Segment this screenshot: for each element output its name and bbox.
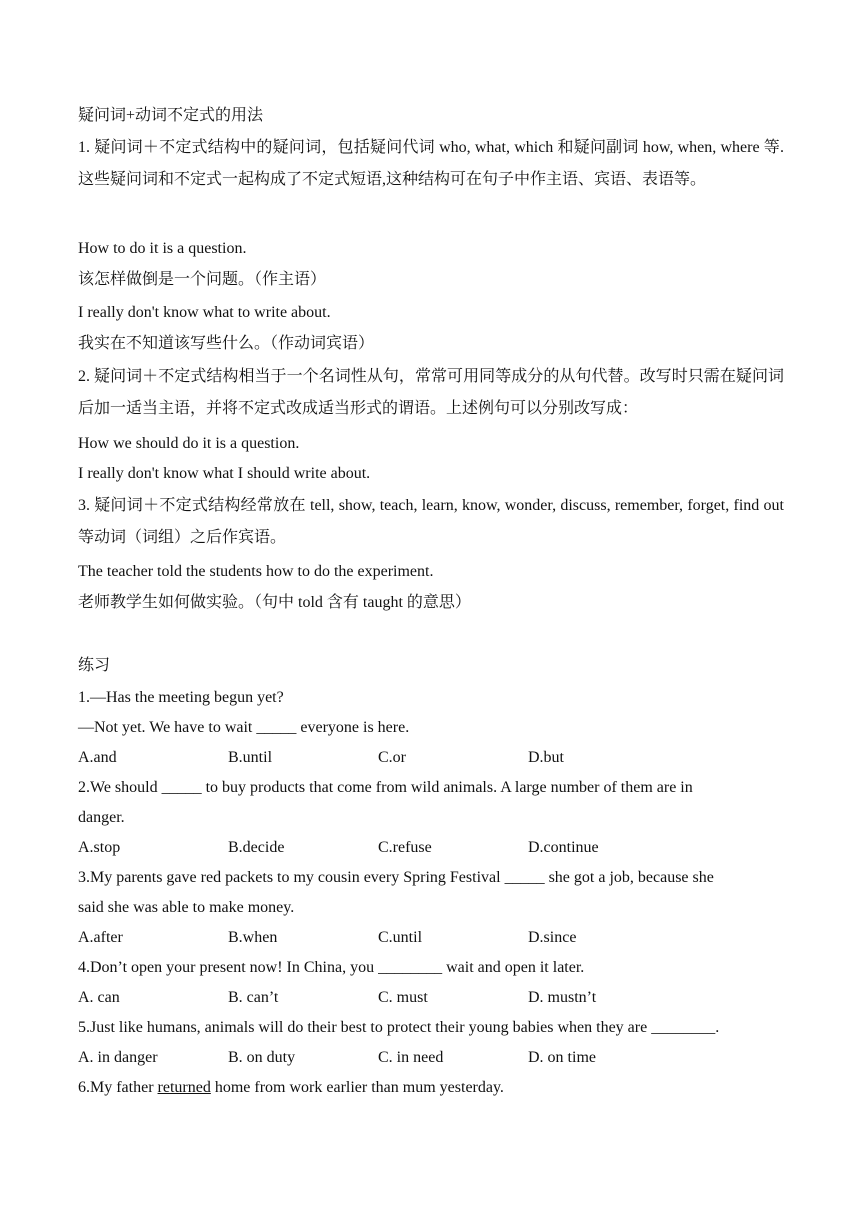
option-d: D.since <box>528 929 577 946</box>
example-3-english: The teacher told the students how to do the experiment. <box>78 563 434 580</box>
option-b: B. can’t <box>228 989 279 1006</box>
option-d: D. mustn’t <box>528 989 597 1006</box>
example-1-english: How to do it is a question. <box>78 240 247 257</box>
example-2-chinese: 我实在不知道该写些什么。（作动词宾语） <box>78 335 375 352</box>
example-3-chinese: 老师教学生如何做实验。（句中 told 含有 taught 的意思） <box>78 594 471 611</box>
option-d: D.but <box>528 749 564 766</box>
section-title: 疑问词+动词不定式的用法 <box>78 107 264 124</box>
example-1-chinese: 该怎样做倒是一个问题。（作主语） <box>78 271 327 288</box>
option-a: A.stop <box>78 839 121 856</box>
option-b: B.when <box>228 929 278 946</box>
question-2-line-1: 2.We should _____ to buy products that come from wild animals. A large number of them are in <box>78 779 693 796</box>
option-a: A. can <box>78 989 120 1006</box>
option-a: A.after <box>78 929 123 946</box>
option-b: B. on duty <box>228 1049 296 1066</box>
option-c: C. must <box>378 989 428 1006</box>
option-a: A. in danger <box>78 1049 158 1066</box>
rewrite-2: I really don't know what I should write about. <box>78 465 371 482</box>
practice-heading: 练习 <box>78 657 111 674</box>
rule-3-paragraph: 3. 疑问词＋不定式结构经常放在 tell, show, teach, learn, know, wonder, discuss, remember, forget, find out 等动词（词组）之后作宾语。 <box>78 497 784 546</box>
option-b: B.until <box>228 749 273 766</box>
question-6-suffix: home from work earlier than mum yesterday. <box>210 1079 504 1096</box>
question-4: 4.Don’t open your present now! In China, you ________ wait and open it later. <box>78 959 585 976</box>
question-1-line-1: 1.—Has the meeting begun yet? <box>78 689 284 706</box>
rule-2-paragraph: 2. 疑问词＋不定式结构相当于一个名词性从句，常常可用同等成分的从句代替。改写时只需在疑问词后加一适当主语，并将不定式改成适当形式的谓语。上述例句可以分别改写成： <box>78 368 784 417</box>
option-d: D. on time <box>528 1049 596 1066</box>
question-1-line-2: —Not yet. We have to wait _____ everyone is here. <box>78 719 410 736</box>
rewrite-1: How we should do it is a question. <box>78 435 300 452</box>
question-3-line-2: said she was able to make money. <box>78 899 295 916</box>
rule-1-paragraph: 1. 疑问词＋不定式结构中的疑问词，包括疑问代词 who, what, which 和疑问副词 how, when, where 等.这些疑问词和不定式一起构成了不定式短语,这种结构可在句子中作主语、宾语、表语等。 <box>78 139 784 188</box>
example-2-english: I really don't know what to write about. <box>78 304 331 321</box>
question-6-prefix: 6.My father <box>78 1079 158 1096</box>
option-b: B.decide <box>228 839 285 856</box>
option-d: D.continue <box>528 839 599 856</box>
option-c: C.until <box>378 929 423 946</box>
question-6 <box>78 1078 504 1098</box>
underlined-word: returned <box>157 1079 211 1096</box>
question-3-line-1: 3.My parents gave red packets to my cousin every Spring Festival _____ she got a job, because she <box>78 869 714 886</box>
question-2-line-2: danger. <box>78 809 125 826</box>
option-c: C. in need <box>378 1049 444 1066</box>
option-c: C.or <box>378 749 406 766</box>
option-c: C.refuse <box>378 839 432 856</box>
question-5: 5.Just like humans, animals will do their best to protect their young babies when they are ________. <box>78 1019 720 1036</box>
option-a: A.and <box>78 749 117 766</box>
